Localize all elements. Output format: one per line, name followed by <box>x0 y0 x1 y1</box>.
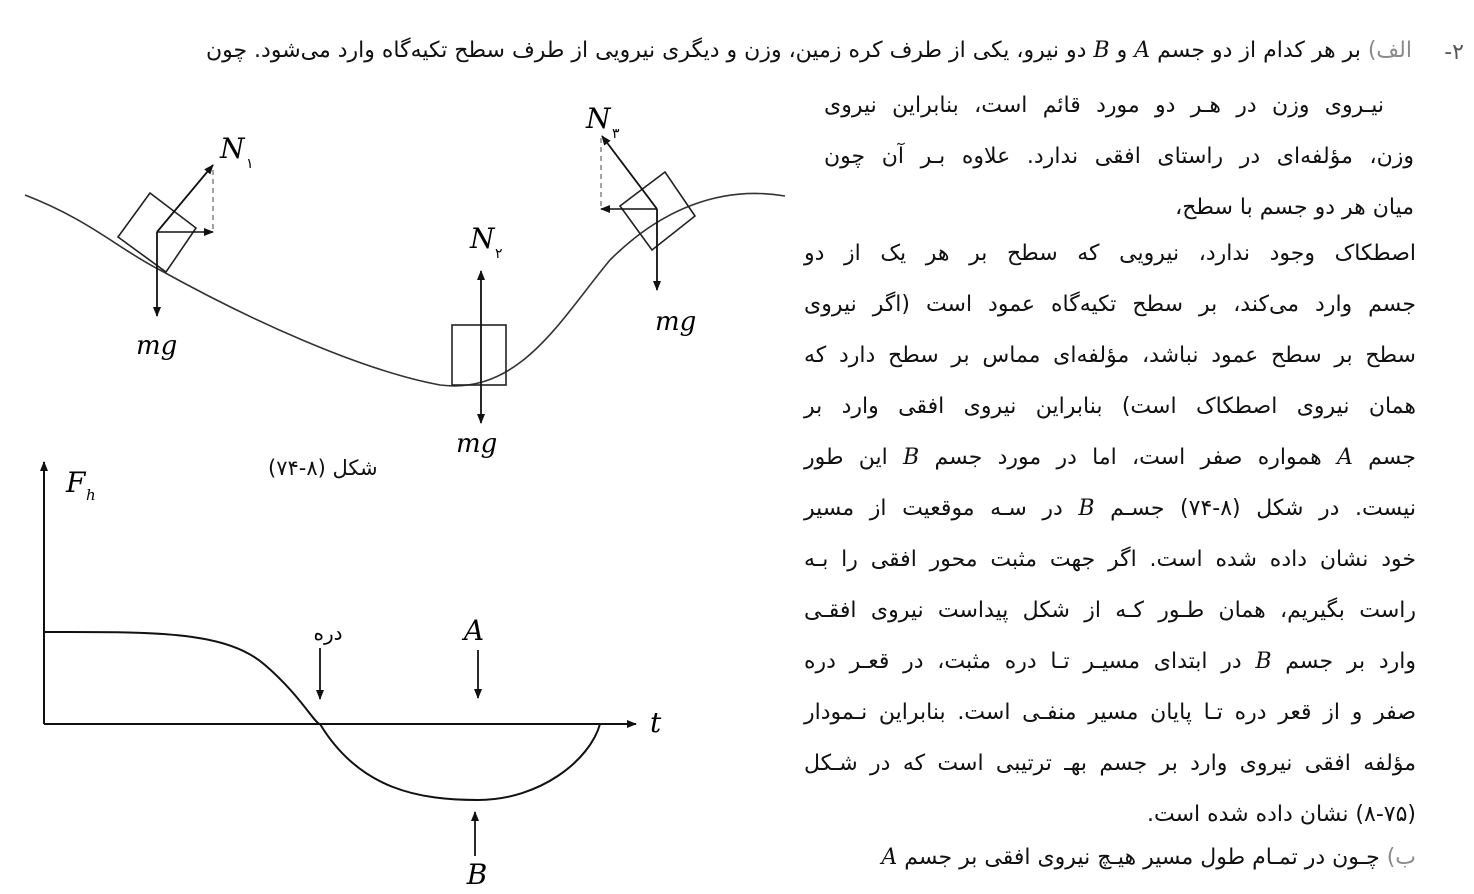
mg-label-left: mg <box>136 331 178 361</box>
force-time-graph <box>44 462 662 891</box>
n3-label: N <box>586 102 611 135</box>
text-run: (۸-۷۵) نشان داده شده است. <box>1146 802 1416 827</box>
valley-label: دره <box>313 621 343 645</box>
force-curve <box>44 632 600 800</box>
point-a-label: A <box>463 614 485 647</box>
mg-label-middle: mg <box>456 429 498 459</box>
math-symbol: B <box>1255 649 1272 674</box>
text-run: و <box>1109 38 1135 63</box>
part-b-label: ب) <box>1386 845 1416 870</box>
n3-subscript: ۳ <box>612 126 620 142</box>
right-block <box>585 102 696 337</box>
n1-label: N <box>220 132 245 165</box>
y-axis-subscript: h <box>86 486 96 504</box>
n2-label: N <box>470 222 495 255</box>
main-paragraph <box>804 228 1416 840</box>
text-line: میان هر دو جسم با سطح، <box>1175 195 1414 220</box>
text-run: مؤلفه افقی نیروی وارد بر جسم بهـ ترتیبی است که در شـکل <box>804 751 1416 776</box>
text-line <box>804 534 1416 585</box>
text-line: وزن، مؤلفه‌ای در راستای افقی ندارد. علاوه بـر آن چون <box>824 144 1414 169</box>
math-symbol: A <box>881 845 898 870</box>
problem-number: ۲- <box>1444 40 1464 65</box>
n2-subscript: ۲ <box>495 246 503 262</box>
text-run: نیست. در شکل (۸-۷۴) جسـم <box>1094 496 1416 521</box>
middle-block <box>452 222 506 459</box>
first-line <box>12 38 1412 63</box>
text-run: همواره صفر است، اما در مورد جسم <box>919 445 1337 470</box>
text-line <box>804 585 1416 636</box>
text-line <box>804 738 1416 789</box>
text-line <box>804 279 1416 330</box>
text-run: وارد بر جسم <box>1271 649 1416 674</box>
text-line <box>804 636 1416 687</box>
text-line <box>804 228 1416 279</box>
mg-label-right: mg <box>655 307 697 337</box>
text-run: خود نشان داده شده است. اگر جهت مثبت محور افقی را بـه <box>804 547 1416 572</box>
text-run: در سـه موقعیت از مسیر <box>804 496 1079 521</box>
text-run: همان نیروی اصطکاک است) بنابراین نیروی افقی وارد بر <box>804 394 1416 419</box>
math-symbol: B <box>1078 496 1095 521</box>
x-axis-label: t <box>650 706 662 739</box>
text-run: دو نیرو، یکی از طرف کره زمین، وزن و دیگری نیرویی از طرف سطح تکیه‌گاه وارد می‌شود. چون <box>205 38 1094 63</box>
text-line <box>804 432 1416 483</box>
text-run: اصطکاک وجود ندارد، نیرویی که سطح بر هر یک از دو <box>804 241 1416 266</box>
figures-svg <box>0 80 800 894</box>
text-run: در ابتدای مسیـر تـا دره مثبت، در قعـر دره <box>804 649 1256 674</box>
part-a-label: الف) <box>1367 38 1412 63</box>
math-symbol: B <box>903 445 920 470</box>
y-axis-label: F <box>66 466 86 499</box>
math-symbol: A <box>1336 445 1353 470</box>
text-run: صفر و از قعر دره تـا پایان مسیر منفـی است. بنابراین نـمودار <box>804 700 1416 725</box>
text-run: بر هر کدام از دو جسم <box>1150 38 1368 63</box>
math-symbol: A <box>1134 38 1151 63</box>
text-line <box>804 381 1416 432</box>
math-symbol: B <box>1093 38 1110 63</box>
part-b-line <box>804 832 1416 883</box>
text-run: چـون در تمـام طول مسیر هیـچ نیروی افقی بر جسم <box>897 845 1387 870</box>
text-run: جسم وارد می‌کند، بر سطح تکیه‌گاه عمود است (اگر نیروی <box>804 292 1416 317</box>
part-b-text <box>881 845 1386 870</box>
text-run: این طور <box>804 445 904 470</box>
first-line-text <box>206 38 1368 63</box>
n1-subscript: ۱ <box>246 156 254 172</box>
point-b-label: B <box>466 858 488 891</box>
text-run: راست بگیریم، همان طـور کـه از شکل پیداست نیروی افقـی <box>804 598 1416 623</box>
text-run: سطح بر سطح عمود نباشد، مؤلفه‌ای مماس بر سطح دارد که <box>804 343 1416 368</box>
figure-caption: شکل (۸-۷۴) <box>268 456 378 480</box>
text-line: نیـروی وزن در هـر دو مورد قائم است، بنابراین نیروی <box>824 93 1384 118</box>
text-run: جسم <box>1352 445 1416 470</box>
text-line <box>804 687 1416 738</box>
left-block <box>118 132 254 361</box>
upper-paragraph <box>824 80 1414 233</box>
n1-arrow <box>157 165 213 232</box>
text-line <box>804 483 1416 534</box>
text-line <box>804 330 1416 381</box>
